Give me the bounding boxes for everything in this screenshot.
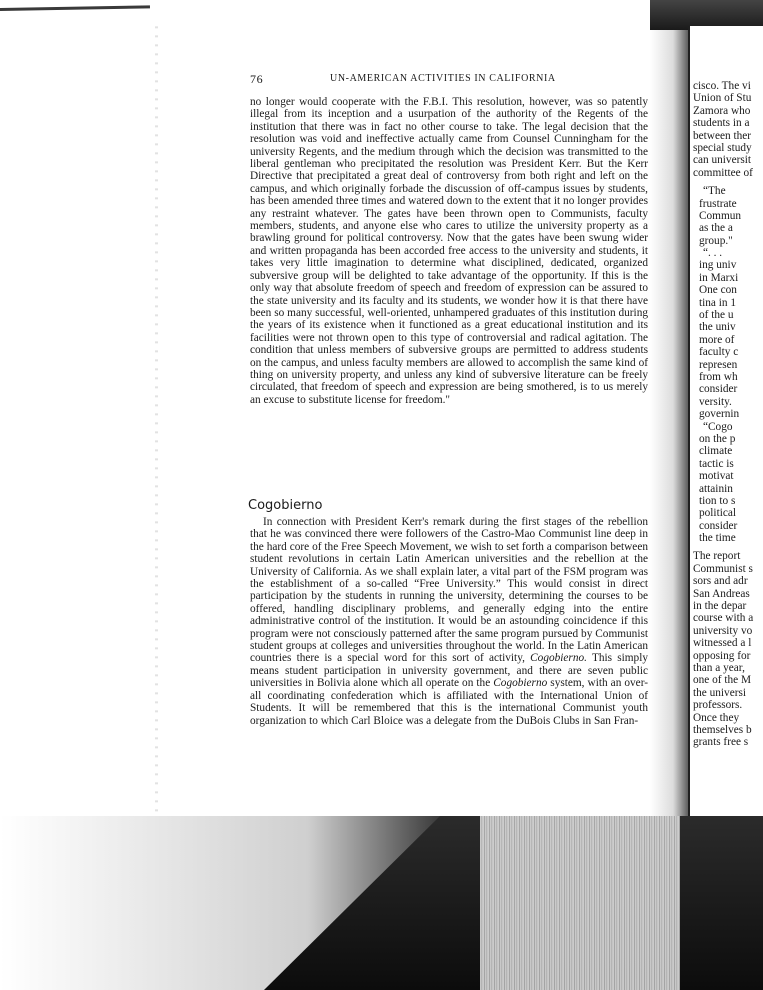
facing-page-line: group."	[699, 234, 733, 247]
facing-page-line: governin	[699, 408, 740, 421]
facing-page-line: Communist s	[693, 562, 753, 575]
paragraph-continuation: no longer would cooperate with the F.B.I. This resolution, however, was so patently illegal from its inception and a usurpation of the authority of the Regents of the institution that there was in fact no other course to take. The legal decision that the resolution was void and ineffective actually came from Counsel Cunningham for the university Regents, and the medium through which the decision was transmitted to the liberal gentleman who precipitated the resolution was President Kerr. But the Kerr Directive that precipitated a great deal of controversy from both right and left on the campus, and which originally forbade the discussion of off-campus issues by students, has been amended three times and watered down to the extent that it no longer provides any restraint whatever. The gates have been thrown open to Communists, faculty members, students, and anyone else who cares to utilize the university property as a brawling ground for political controversy. Now that the gates have been swung wider and written propaganda has been accorded free access to the university and students, it takes very little imagination to determine what disciplined, dedicated, organized subversive group will be delighted to take advantage of the opportunity. If this is the only way that absolute freedom of speech and freedom of expression can be assured to the state university and its faculty and its students, we wonder how it is that there have been so many successful, well-oriented, unhampered graduates of this institution during the years of its existence when it functioned as a great educational institution and its facilities were not thrown open to this type of controversial and radical agitation. The condition that unless members of subversive groups are permitted to address students on the campus, and unless faculty members are allowed to accomplish the same kind of thing on university property, and unless any kind of subversive literature can be freely circulated, that freedom of speech and expression are being smothered, is to us merely an excuse to substitute license for freedom."	[250, 96, 648, 406]
paragraph-cogobierno	[250, 516, 648, 727]
facing-page-line: climate	[699, 445, 733, 458]
italic-term: Cogobierno.	[530, 652, 587, 665]
facing-page-line: more of	[699, 333, 735, 346]
facing-page-line: as the a	[699, 222, 733, 235]
facing-page-line: themselves b	[693, 723, 752, 736]
running-title: UN-AMERICAN ACTIVITIES IN CALIFORNIA	[330, 73, 556, 84]
facing-page-line: in Marxi	[699, 271, 739, 284]
facing-page-line: The report	[693, 550, 741, 563]
facing-page-line: students in a	[693, 117, 750, 130]
facing-page-line: between ther	[693, 129, 752, 142]
facing-page-line: can universit	[693, 154, 752, 167]
text-run: In connection with President Kerr's remark during the first stages of the rebellion that he was convinced there were followers of the Castro-Mao Communist line deep in the hard core of the Free Speech Movement, we wish to set forth a comparison between student revolutions in certain Latin American universities and the rebellion at the University of California. As we shall explain later, a vital part of the FSM program was the establishment of a so-called “Free University.” This would consist in direct participation by the students in running the university, determining the courses to be offered, handling disciplinary problems, and generally edging into the entire administrative control of the institution. It would be an astounding coincidence if this program were not consciously patterned after the same program pursued by Communist student groups at colleges and universities throughout the world. In the Latin American countries there is a special word for this sort of activity,	[250, 516, 648, 665]
facing-page-line: the universi	[693, 686, 747, 699]
facing-page-line: tactic is	[699, 457, 734, 470]
facing-page-line: ing univ	[699, 259, 737, 272]
page-number: 76	[250, 72, 264, 86]
facing-page-line: of the u	[699, 309, 734, 322]
italic-term: Cogobierno	[493, 677, 548, 690]
facing-page-line: sors and adr	[693, 575, 748, 588]
facing-page-text	[693, 80, 763, 749]
facing-page-line: Commun	[699, 209, 742, 222]
scan-edge-marks	[155, 20, 158, 830]
facing-page-line: political	[699, 507, 737, 520]
scan-page-edges	[480, 816, 680, 990]
body-text-column-2	[250, 516, 648, 727]
facing-page-line: “Cogo	[703, 420, 733, 433]
facing-page-line: from wh	[699, 370, 738, 383]
facing-page-line: represen	[699, 358, 738, 371]
facing-page-line: San Andreas	[693, 587, 750, 600]
facing-page-line: in the depar	[693, 600, 747, 613]
facing-page-line: opposing for	[693, 649, 751, 662]
facing-page-line: faculty c	[699, 346, 739, 359]
facing-page-line: versity.	[699, 395, 732, 408]
facing-page-line: Zamora who	[693, 104, 751, 117]
facing-page-line: attainin	[699, 482, 733, 495]
facing-page-line: witnessed a l	[693, 637, 752, 650]
facing-page-line: One con	[699, 284, 737, 297]
facing-page-line: the time	[699, 532, 736, 545]
facing-page-line: consider	[699, 519, 738, 532]
facing-page-line: “The	[703, 185, 726, 198]
facing-page-line: “. . .	[703, 247, 723, 260]
facing-page-line: grants free s	[693, 736, 749, 749]
facing-page-line: university vo	[693, 624, 753, 637]
facing-page-line: on the p	[699, 432, 736, 445]
page-header	[250, 72, 648, 86]
body-text-column	[250, 96, 648, 406]
facing-page-line: special study	[693, 141, 752, 154]
facing-page-line: consider	[699, 383, 738, 396]
facing-page-line: committee of	[693, 166, 753, 179]
facing-page-line: the univ	[699, 321, 736, 334]
facing-page-line: tion to s	[699, 494, 736, 507]
facing-page-line: than a year,	[693, 661, 745, 674]
facing-page-line: Union of Stu	[693, 92, 752, 105]
facing-page-line: tina in 1	[699, 296, 737, 309]
section-heading: Cogobierno	[248, 498, 323, 513]
facing-page-line: frustrate	[699, 197, 737, 210]
text-run: This simply means student participation in university government, and there are seven public universities in Bolivia alone which all operate on the	[250, 652, 648, 690]
facing-page-line: one of the M	[693, 674, 752, 687]
facing-page-line: course with a	[693, 612, 754, 625]
facing-page-line: professors.	[693, 699, 743, 712]
text-run: system, with an over-all coordinating confederation which is affiliated with the International Union of Students. It will be remembered that this is the international Communist youth organization to which Carl Bloice was a delegate from the DuBois Clubs in San Fran-	[250, 677, 648, 727]
facing-page-line: cisco. The vi	[693, 80, 751, 92]
facing-page-line: Once they	[693, 711, 740, 724]
facing-page-line: motivat	[699, 470, 734, 483]
